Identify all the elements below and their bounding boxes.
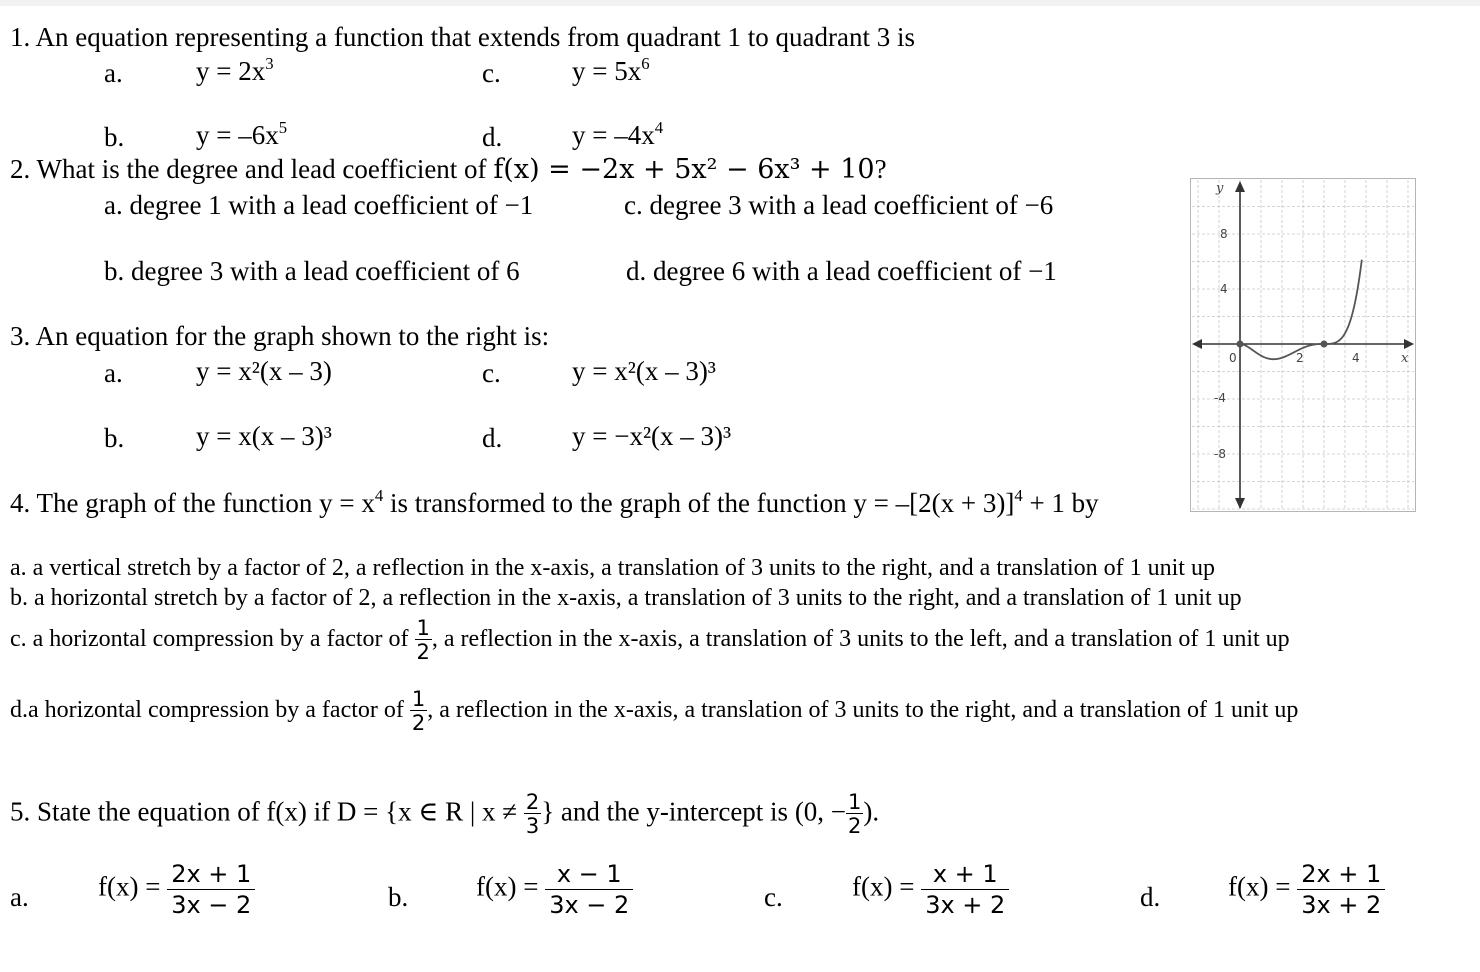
q5-option-c-fraction: $\frac{x + 1}{3x + 2}$: [921, 862, 1009, 917]
q3-option-b-label: b.: [104, 423, 125, 453]
q5-option-c-equation: f(x) = $\frac{x + 1}{3x + 2}$: [852, 862, 1009, 917]
x-tick-label-0: 0: [1229, 351, 1237, 365]
q3-option-c-label: c.: [482, 358, 501, 388]
q5-excluded-value: $\frac{2}{3}$: [525, 790, 540, 838]
y-axis-label: y: [1216, 181, 1224, 196]
q5-option-b-label: b.: [388, 882, 409, 912]
q3-option-b-equation: y = x(x – 3)³: [196, 421, 332, 451]
q4-option-d: d.a horizontal compression by a factor of $\frac{1}{2}$ , a reflection in the x-axis, a translation of 3 units to the right, and a translation of 1 unit up: [10, 687, 1299, 735]
q1-option-c-label: c.: [482, 58, 501, 88]
q5-option-b-equation: f(x) = $\frac{x - 1}{3x - 2}$: [476, 862, 633, 917]
x-axis-label: x: [1401, 351, 1409, 366]
x-tick-label-4: 4: [1352, 351, 1360, 365]
q3-option-d-equation: y = −x²(x – 3)³: [572, 421, 732, 451]
origin-point: [1237, 341, 1244, 348]
q2-option-d: d. degree 6 with a lead coefficient of −1: [626, 256, 1057, 286]
q3-option-d-label: d.: [482, 423, 503, 453]
q3-graph: [1190, 178, 1416, 512]
q4-option-c-half: $\frac{1}{2}$: [416, 616, 430, 664]
y-tick-label-4: 4: [1220, 282, 1228, 296]
q1-option-a-label: a.: [104, 58, 123, 88]
q5-option-c-label: c.: [764, 882, 783, 912]
q4-option-b: b. a horizontal stretch by a factor of 2, a reflection in the x-axis, a translation of 3 units to the right, and a translation of 1 unit up: [10, 585, 1242, 611]
y-tick-label-neg8: -8: [1214, 447, 1226, 461]
q3-option-a-equation: y = x²(x – 3): [196, 356, 332, 386]
q5-intercept-value: $\frac{1}{2}$: [848, 790, 862, 838]
q1-option-b-equation: $y = -6x^5$: [196, 118, 288, 150]
q1-option-d-label: d.: [482, 122, 503, 152]
q1-option-a-equation: $y = 2x^3$: [196, 54, 274, 86]
y-tick-label-neg4: -4: [1214, 391, 1226, 405]
q1-option-c-equation: $y = 5x^6$: [572, 54, 650, 86]
q1-option-d-equation: $y = -4x^4$: [572, 118, 664, 150]
x-tick-label-2: 2: [1296, 351, 1304, 365]
q5-option-d-equation: f(x) = $\frac{2x + 1}{3x + 2}$: [1228, 862, 1385, 917]
top-border: [0, 0, 1480, 6]
q4-option-d-half: $\frac{1}{2}$: [411, 687, 426, 735]
q4-option-a: a. a vertical stretch by a factor of 2, a reflection in the x-axis, a translation of 3 units to the right, and a translation of 1 unit up: [10, 555, 1215, 581]
q3-option-c-equation: y = x²(x – 3)³: [572, 356, 716, 386]
q5-option-b-fraction: $\frac{x - 1}{3x - 2}$: [545, 862, 633, 917]
q5-option-a-equation: f(x) = $\frac{2x + 1}{3x - 2}$: [98, 862, 255, 917]
y-tick-label-8: 8: [1220, 227, 1228, 241]
q5-option-d-label: d.: [1140, 882, 1161, 912]
q4-stem: 4. The graph of the function $y = x^4$ is transformed to the graph of the function $y = -[2(x + 3)]^4 + 1$ by: [10, 486, 1099, 518]
q5-option-d-fraction: $\frac{2x + 1}{3x + 2}$: [1297, 862, 1385, 917]
x-intercept-point: [1321, 341, 1328, 348]
q1-option-b-label: b.: [104, 122, 125, 152]
q5-option-a-label: a.: [10, 882, 29, 912]
q2-option-c: c. degree 3 with a lead coefficient of −6: [624, 190, 1054, 220]
q1-stem: 1. An equation representing a function that extends from quadrant 1 to quadrant 3 is: [10, 22, 916, 52]
q3-stem: 3. An equation for the graph shown to the right is:: [10, 321, 550, 351]
q5-stem: 5. State the equation of f(x) if D = {x ∈ R | x ≠ $\frac{2}{3}$ } and the y-intercept is (0, − $\frac{1}{2}$ ).: [10, 790, 880, 838]
q3-option-a-label: a.: [104, 358, 123, 388]
q4-option-c: c. a horizontal compression by a factor of $\frac{1}{2}$ , a reflection in the x-axis, a translation of 3 units to the left, and a translation of 1 unit up: [10, 616, 1290, 664]
q2-option-b: b. degree 3 with a lead coefficient of 6: [104, 256, 520, 286]
q2-option-a: a. degree 1 with a lead coefficient of −1: [104, 190, 534, 220]
q5-option-a-fraction: $\frac{2x + 1}{3x - 2}$: [167, 862, 255, 917]
q2-stem: 2. What is the degree and lead coefficient of f(x) = −2x + 5x² − 6x³ + 10?: [10, 154, 887, 185]
